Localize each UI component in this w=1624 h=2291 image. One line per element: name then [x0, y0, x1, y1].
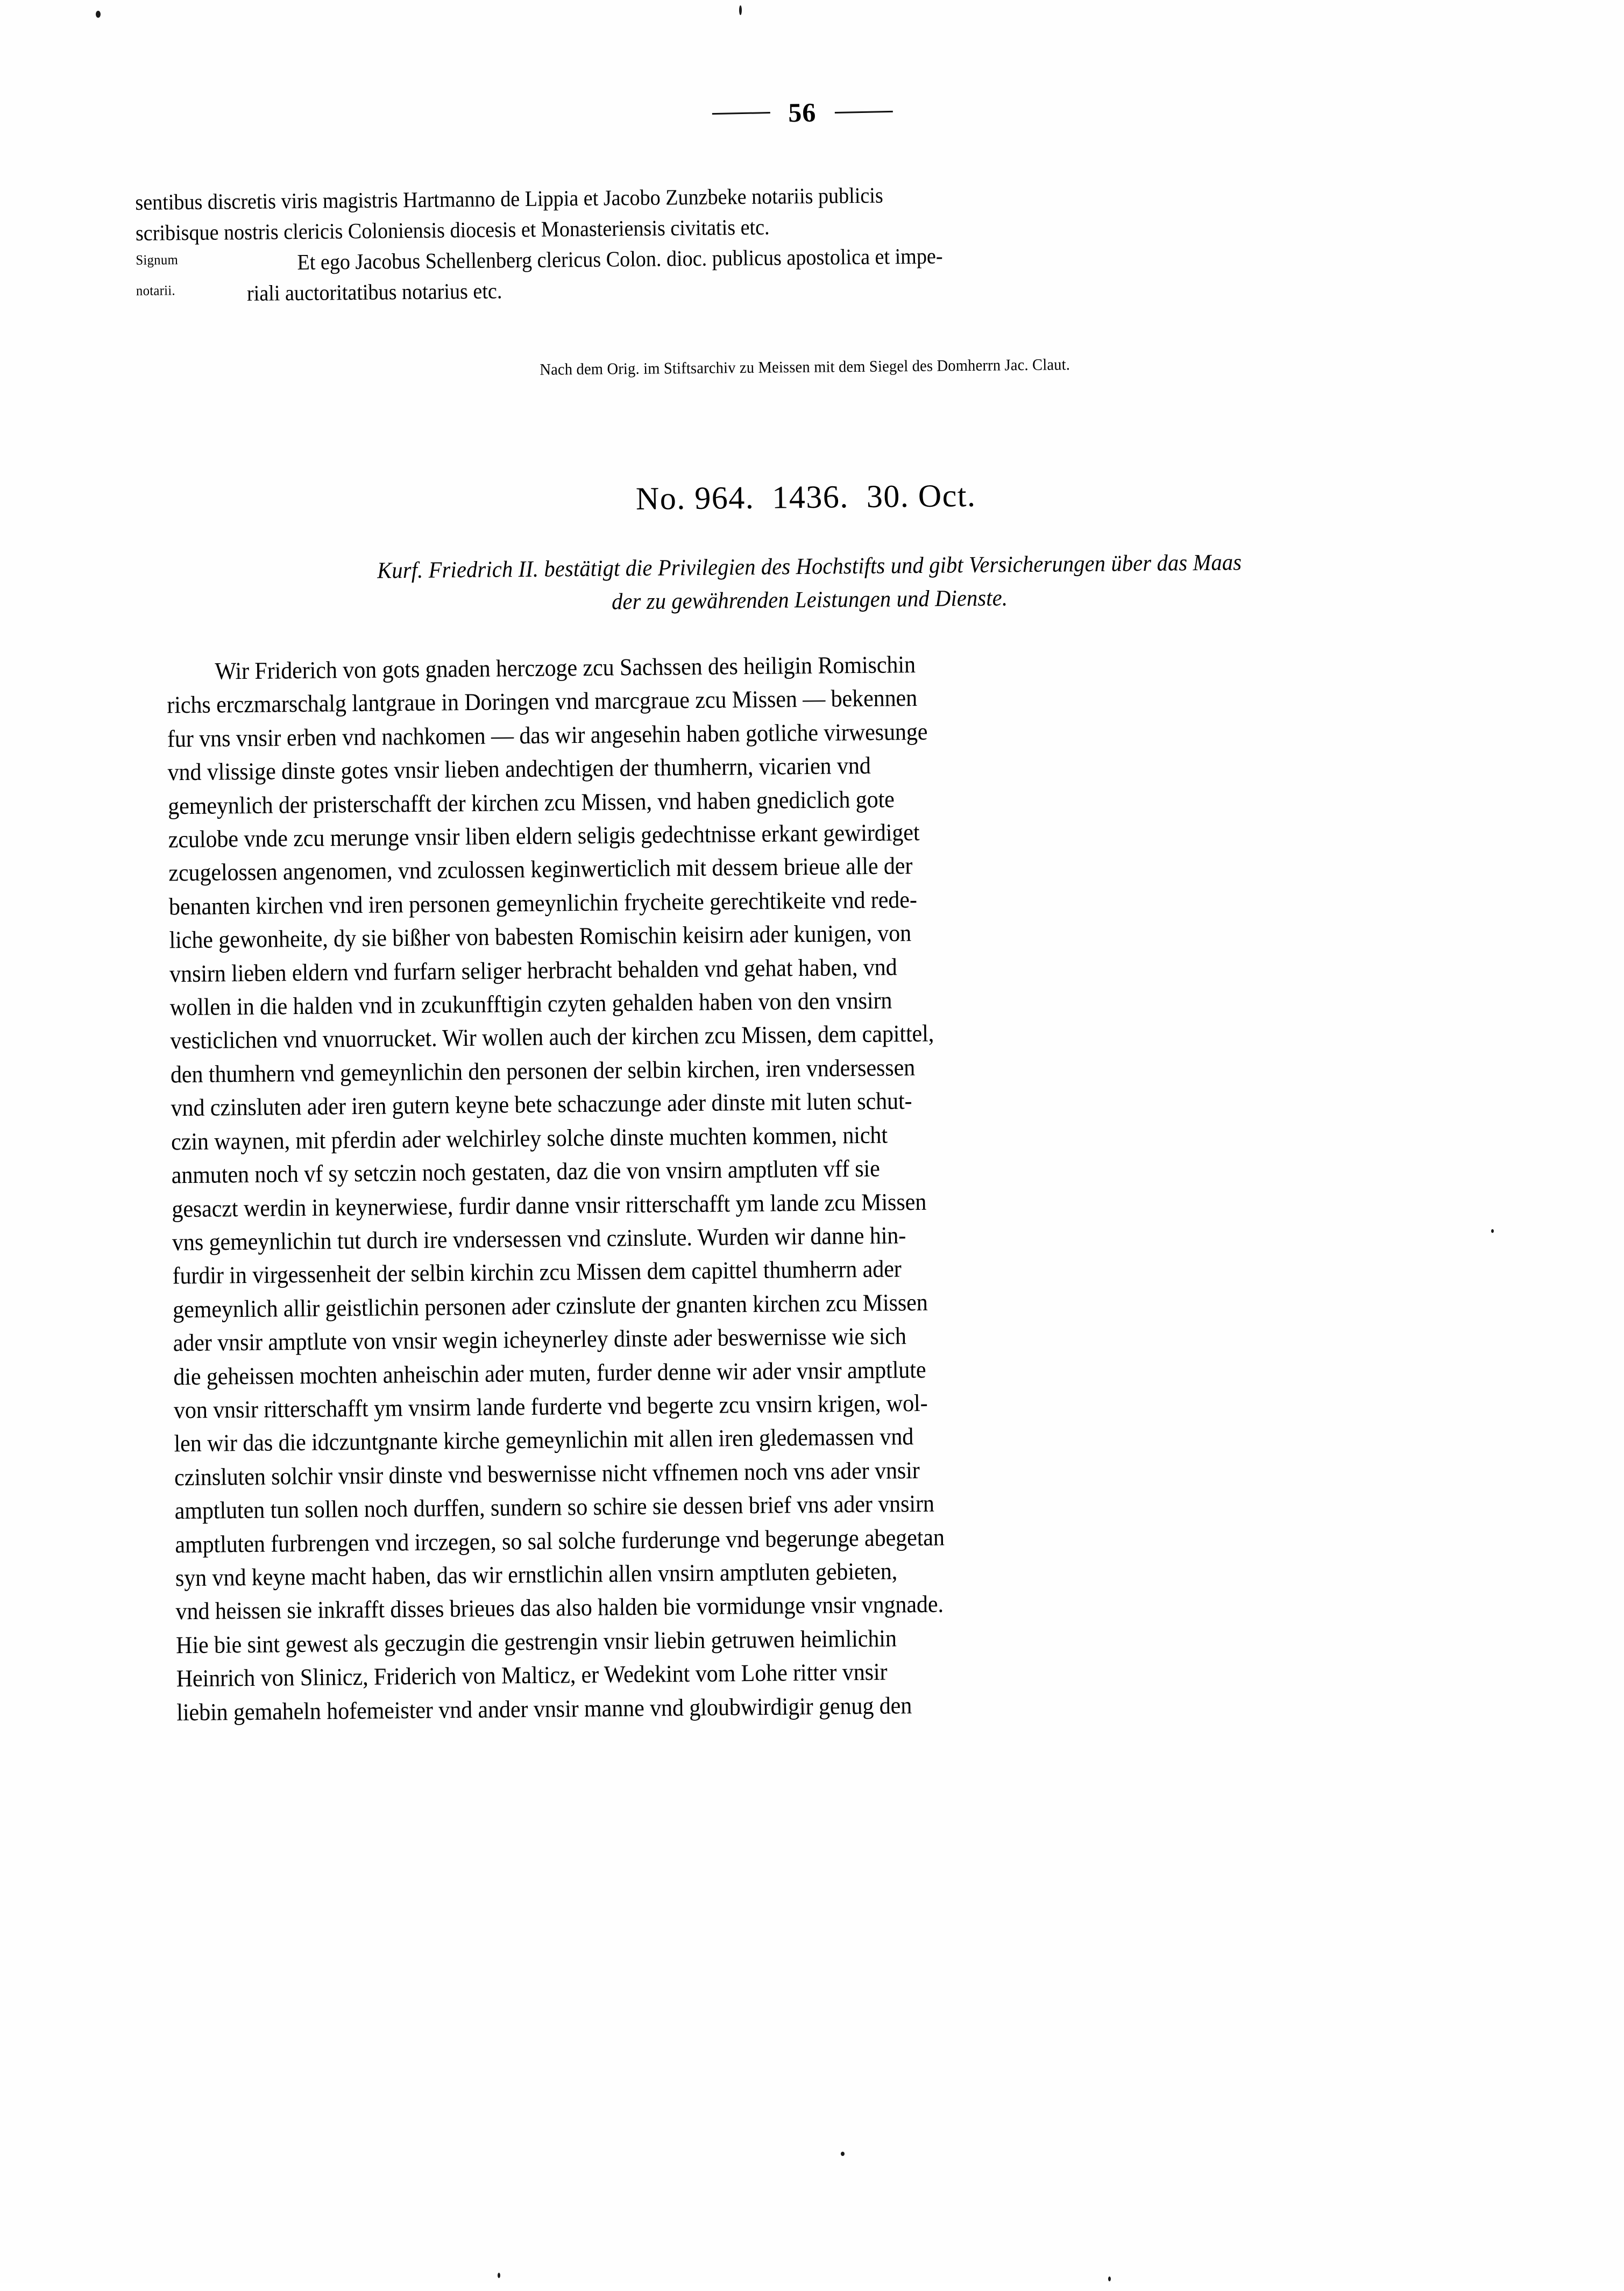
running-head — [0, 89, 1614, 136]
body-line: furdir in virgessenheit der selbin kirchin zcu Missen dem capittel thumherrn ader — [172, 1255, 902, 1289]
body-line: Heinrich von Slinicz, Friderich von Malticz, er Wedekint vom Lohe ritter vnsir — [176, 1658, 888, 1692]
body-line: amptluten tun sollen noch durffen, sundern so schire sie dessen brief vns ader vnsirn — [174, 1489, 935, 1524]
marginal-note-notarii: notarii. — [136, 282, 176, 299]
document-date: 30. Oct. — [866, 477, 976, 514]
document-number: No. 964. — [635, 479, 755, 516]
document-body — [166, 642, 1489, 1729]
body-line: gemeynlich der pristerschafft der kirchen zcu Missen, vnd haben gnediclich gote — [167, 785, 895, 819]
body-line: benanten kirchen vnd iren personen gemeynlichin frycheite gerechtikeite vnd rede- — [168, 885, 917, 920]
body-line: vesticlichen vnd vnuorrucket. Wir wollen auch der kirchen zcu Missen, dem capittel, — [170, 1020, 934, 1054]
document-year: 1436. — [771, 479, 849, 515]
body-line: anmuten noch vf sy setczin noch gestaten, daz die von vnsirn amptluten vff sie — [171, 1154, 880, 1189]
document-regest — [129, 544, 1491, 623]
marginal-note-signum: Signum — [136, 252, 179, 268]
body-line: vnd vlissige dinste gotes vnsir lieben andechtigen der thumherrn, vicarien vnd — [167, 752, 871, 786]
body-line: richs erczmarschalg lantgraue in Doringen vnd marcgraue zcu Missen — bekennen — [167, 684, 918, 719]
previous-document-tail — [135, 174, 1476, 310]
body-line: vnd czinsluten ader iren gutern keyne bete schaczunge ader dinste mit luten schut- — [171, 1087, 912, 1122]
body-line: zculobe vnde zcu merunge vnsir liben eldern seligis gedechtnisse erkant gewirdiget — [168, 818, 920, 853]
body-line: wollen in die halden vnd in zcukunfftigin czyten gehalden haben von den vnsirn — [169, 987, 892, 1021]
body-line: vnd heissen sie inkrafft disses brieues das also halden bie vormidunge vnsir vngnade. — [175, 1590, 944, 1625]
body-line: die geheissen mochten anheischin ader muten, furder denne wir ader vnsir amptlute — [173, 1356, 926, 1390]
body-line: den thumhern vnd gemeynlichin den personen der selbin kirchen, iren vndersessen — [170, 1053, 916, 1088]
body-line: zcugelossen angenomen, vnd zculossen keginwerticlich mit dessem brieue alle der — [168, 852, 913, 886]
body-line: liche gewonheite, dy sie bißher von babesten Romischin keisirn ader kunigen, von — [169, 919, 912, 954]
body-line: liebin gemaheln hofemeister vnd ander vnsir manne vnd gloubwirdigir genug den — [176, 1691, 912, 1726]
regest-line: der zu gewährenden Leistungen und Dienste. — [612, 585, 1008, 615]
body-line: ader vnsir amptlute von vnsir wegin icheynerley dinste ader beswernisse wie sich — [173, 1322, 906, 1357]
body-line: fur vns vnsir erben vnd nachkomen — das wir angesehin haben gotliche virwesunge — [167, 718, 928, 753]
folio-number: 56 — [788, 97, 817, 128]
source-note-text: Nach dem Orig. im Stiftsarchiv zu Meissen mit dem Siegel des Domherrn Jac. Claut. — [539, 356, 1070, 379]
notary-line: Et ego Jacobus Schellenberg clericus Colon. dioc. publicus apostolica et impe- — [297, 243, 943, 275]
body-line: gesaczt werdin in keynerwiese, furdir danne vnsir ritterschafft ym lande zcu Missen — [172, 1188, 927, 1222]
folio-rule-right — [834, 110, 892, 113]
body-line: syn vnd keyne macht haben, das wir ernstlichin allen vnsirn amptluten gebieten, — [175, 1557, 898, 1592]
source-note — [0, 349, 1617, 386]
tail-line: sentibus discretis viris magistris Hartmanno de Lippia et Jacobo Zunzbeke notariis publicis — [135, 182, 883, 215]
body-line: vnsirn lieben eldern vnd furfarn seliger herbracht behalden vnd gehat haben, vnd — [169, 953, 897, 988]
regest-line: Kurf. Friedrich II. bestätigt die Privilegien des Hochstifts und gibt Versicherungen über das Maas — [377, 550, 1242, 584]
body-line: Wir Friderich von gots gnaden herczoge zcu Sachssen des heiligin Romischin — [215, 651, 916, 685]
body-line: czinsluten solchir vnsir dinste vnd beswernisse nicht vffnemen noch vns ader vnsir — [174, 1456, 920, 1491]
body-line: gemeynlich allir geistlichin personen ader czinslute der gnanten kirchen zcu Missen — [172, 1288, 928, 1323]
folio-rule-left — [712, 112, 770, 115]
body-line: len wir das die idczuntgnante kirche gemeynlichin mit allen iren gledemassen vnd — [174, 1423, 914, 1457]
body-line: amptluten furbrengen vnd irczegen, so sal solche furderunge vnd begerunge abegetan — [175, 1523, 945, 1558]
notary-line: riali auctoritatibus notarius etc. — [246, 278, 502, 306]
body-line: czin waynen, mit pferdin ader welchirley solche dinste muchten kommen, nicht — [171, 1121, 888, 1155]
body-line: Hie bie sint gewest als geczugin die gestrengin vnsir liebin getruwen heimlichin — [175, 1625, 897, 1659]
body-line: von vnsir ritterschafft ym vnsirm lande furderte vnd begerte zcu vnsirn krigen, wol- — [173, 1389, 928, 1424]
body-line: vns gemeynlichin tut durch ire vndersessen vnd czinslute. Wurden wir danne hin- — [172, 1222, 906, 1256]
document-heading — [0, 471, 1618, 523]
tail-line: scribisque nostris clericis Coloniensis diocesis et Monasteriensis civitatis etc. — [135, 214, 770, 245]
